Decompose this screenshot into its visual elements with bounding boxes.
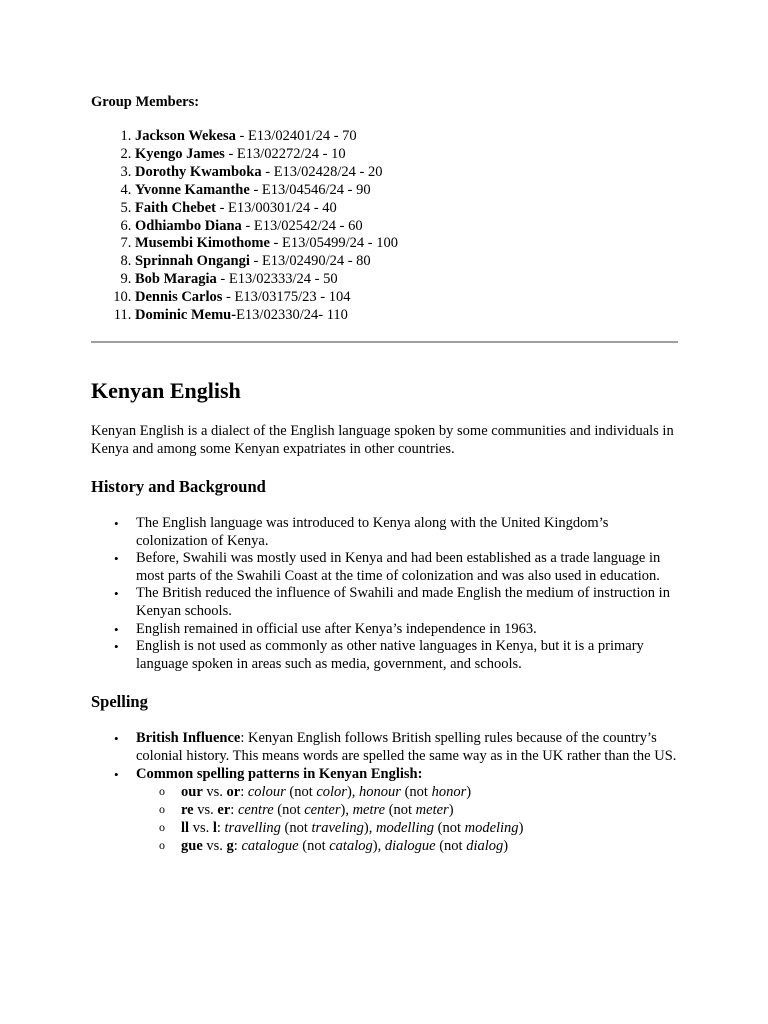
page-title: Kenyan English — [91, 377, 241, 403]
member-details: - E13/02428/24 - 20 — [261, 163, 383, 180]
member-name: Kyengo James — [135, 145, 225, 162]
spelling-patterns-list — [136, 783, 678, 855]
list-item — [135, 271, 678, 289]
list-item — [135, 289, 678, 307]
example-word: honour — [359, 784, 401, 801]
member-details: - E13/03175/23 - 104 — [222, 289, 351, 306]
example-not-word: honor — [431, 784, 467, 801]
example-not-word: center — [304, 802, 341, 819]
british-influence-label: British Influence — [136, 730, 241, 747]
list-item — [135, 307, 678, 325]
member-name: Yvonne Kamanthe — [135, 181, 250, 198]
list-item — [135, 235, 678, 253]
example-word: metre — [352, 802, 386, 819]
member-details: - E13/00301/24 - 40 — [215, 199, 337, 216]
example-word: travelling — [224, 820, 281, 837]
pattern-item: o ll vs. l: travelling (not traveling), modelling (not modeling) — [181, 819, 678, 837]
member-name: Dominic Memu- — [135, 307, 237, 324]
list-item: • Before, Swahili was mostly used in Kenya and had been established as a trade language in most parts of the Swahili Coast at the time of colonization and was also used in education. — [136, 550, 678, 585]
member-name: Sprinnah Ongangi — [135, 253, 250, 270]
pattern-british: our — [181, 784, 203, 801]
member-name: Bob Maragia — [135, 271, 217, 288]
member-details: E13/02330/24- 110 — [236, 307, 348, 324]
member-name: Odhiambo Diana — [135, 217, 242, 234]
document-page — [91, 93, 678, 855]
list-item — [135, 253, 678, 271]
group-members-list — [91, 128, 678, 325]
list-item: • The British reduced the influence of Swahili and made English the medium of instruction in Kenyan schools. — [136, 585, 678, 620]
member-details: - E13/02333/24 - 50 — [216, 271, 338, 288]
list-item: • English remained in official use after Kenya’s independence in 1963. — [136, 621, 678, 639]
list-item — [135, 146, 678, 164]
member-details: - E13/02401/24 - 70 — [235, 128, 357, 144]
pattern-item: o gue vs. g: catalogue (not catalog), dialogue (not dialog) — [181, 837, 678, 855]
member-details: - E13/02272/24 - 10 — [224, 145, 346, 162]
spelling-patterns-label: Common spelling patterns in Kenyan English: — [136, 765, 423, 782]
member-details: - E13/05499/24 - 100 — [269, 235, 398, 252]
list-item: • The English language was introduced to Kenya along with the United Kingdom’s colonization of Kenya. — [136, 515, 678, 550]
list-item — [136, 766, 678, 856]
list-item — [136, 730, 678, 765]
horizontal-divider — [91, 341, 678, 343]
example-word: catalogue — [241, 838, 299, 855]
list-item — [135, 200, 678, 218]
example-not-word: dialog — [466, 838, 504, 855]
spelling-heading: Spelling — [91, 692, 148, 712]
example-word: dialogue — [384, 838, 436, 855]
member-name: Jackson Wekesa — [135, 128, 236, 144]
pattern-american: g — [226, 838, 234, 855]
list-item — [135, 182, 678, 200]
history-list — [91, 515, 678, 673]
list-item — [135, 164, 678, 182]
list-item: • English is not used as commonly as other native languages in Kenya, but it is a primary language spoken in areas such as media, government, and schools. — [136, 638, 678, 673]
list-item — [135, 218, 678, 236]
member-name: Faith Chebet — [135, 199, 216, 216]
list-item — [135, 128, 678, 146]
pattern-american: l — [212, 820, 217, 837]
example-word: centre — [237, 802, 274, 819]
member-details: - E13/02542/24 - 60 — [241, 217, 363, 234]
member-name: Musembi Kimothome — [135, 235, 270, 252]
pattern-item: o our vs. or: colour (not color), honour (not honor) — [181, 783, 678, 801]
pattern-british: re — [181, 802, 194, 819]
spelling-list — [91, 730, 678, 855]
group-members-heading: Group Members: — [91, 94, 200, 110]
member-name: Dorothy Kwamboka — [135, 163, 262, 180]
intro-paragraph: Kenyan English is a dialect of the English language spoken by some communities and individuals in Kenya and among some Kenyan expatriates in other countries. — [91, 422, 674, 457]
example-not-word: traveling — [311, 820, 364, 837]
member-details: - E13/02490/24 - 80 — [249, 253, 371, 270]
member-name: Dennis Carlos — [135, 289, 223, 306]
example-not-word: catalog — [329, 838, 373, 855]
british-influence-text: : Kenyan English follows British spelling rules because of the country’s colonial history. This means words are spelled the same way as in the UK rather than the US. — [136, 730, 677, 764]
pattern-british: ll — [181, 820, 190, 837]
pattern-american: or — [226, 784, 241, 801]
example-not-word: meter — [415, 802, 449, 819]
pattern-british: gue — [181, 838, 203, 855]
pattern-item: o re vs. er: centre (not center), metre (not meter) — [181, 801, 678, 819]
example-word: modelling — [375, 820, 434, 837]
example-word: colour — [247, 784, 286, 801]
example-not-word: modeling — [464, 820, 519, 837]
member-details: - E13/04546/24 - 90 — [249, 181, 371, 198]
history-heading: History and Background — [91, 476, 266, 496]
example-not-word: color — [316, 784, 347, 801]
pattern-american: er — [217, 802, 231, 819]
